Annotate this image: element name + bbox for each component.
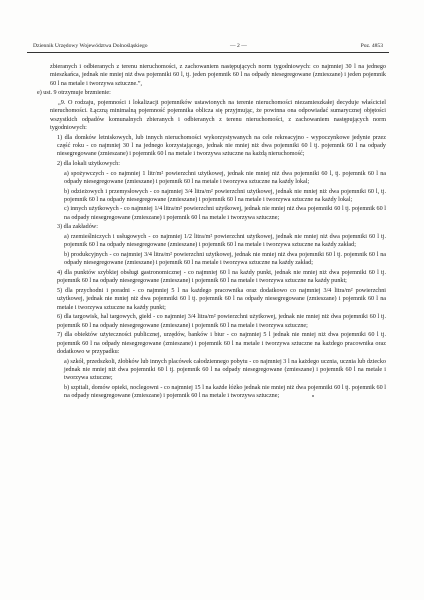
- list-item-7b: b) szpitali, domów opieki, noclegowni - co najmniej 15 l na każde łóżko jednak nie mniej niż dwa pojemniki 60 l tj. pojemnik 60 l na odpady niesegregowane (zmieszane) i pojemnik 60 l na metale i tworzywa sztuczne;: [64, 384, 386, 400]
- paragraph-amendment-e: e) ust. 9 otrzymuje brzmienie:: [37, 90, 111, 97]
- list-item-2b: b) odzieżowych i przemysłowych - co najmniej 3/4 litra/m² powierzchni użytkowej, jednak nie mniej niż dwa pojemniki 60 l, tj. pojemnik 60 l na odpady niesegregowane (zmieszane) i pojemnik 60 l na metale i tworzywa sztuczne na każdy lokal;: [64, 188, 386, 203]
- list-item-2: 2) dla lokali użytkowych:: [57, 160, 120, 167]
- paragraph-section-9: „9. O rodzaju, pojemności i lokalizacji pojemników ustawionych na terenie nieruchomości niezamieszkałej decyduje właściciel nieruchomości. Łączną minimalną pojemność pojemnika oblicza się przyjmując, że powinna ona odpowiadać sumarycznej objętości wszystkich odpadów komunalnych zbieranych i odbieranych z terenu nieruchomości, z zachowaniem następujących norm tygodniowych:: [50, 99, 386, 131]
- scan-speck: [312, 395, 314, 397]
- list-item-4: 4) dla punktów szybkiej obsługi gastronomicznej - co najmniej 60 l na każdy punkt, jednak nie mniej niż dwa pojemniki 60 l tj. pojemnik 60 l na odpady niesegregowane (zmieszane) i pojemnik 60 l na metale i tworzywa sztuczne na każdy punkt;: [57, 270, 386, 285]
- page-number: — 2 —: [230, 43, 247, 49]
- position-number: Poz. 4853: [360, 43, 383, 49]
- list-item-7: 7) dla obiektów użyteczności publicznej, urzędów, banków i biur - co najmniej 5 l jednak nie mniej niż dwa pojemniki 60 l tj. pojemnik 60 l na odpady niesegregowane (zmieszane) i pojemnik 60 l na metale i tworzywa sztuczne na każdego pracownika oraz dodatkowo w przypadku:: [57, 332, 386, 355]
- paragraph-continuation: zbieranych i odbieranych z terenu nieruchomości, z zachowaniem następujących norm tygodniowych: co najmniej 30 l na jednego mieszkańca, jednak nie mniej niż dwa pojemniki 60 l, tj. jeden pojemnik 60 l na odpady niesegregowane (zmieszane) i jeden pojemnik 60 l na metale i tworzywa sztuczne.”,: [50, 64, 386, 87]
- document-body: [28, 63, 386, 401]
- journal-title: Dziennik Urzędowy Województwa Dolnośląskiego: [33, 43, 148, 49]
- list-item-2c: c) innych użytkowych - co najmniej 1/4 litra/m² powierzchni użytkowej, jednak nie mniej niż dwa pojemniki 60 l tj. pojemnik 60 l na odpady niesegregowane (zmieszane) i pojemnik 60 l na metale i tworzywa sztuczne;: [64, 206, 386, 221]
- list-item-1: 1) dla domków letniskowych, lub innych nieruchomości wykorzystywanych na cele rekreacyjno - wypoczynkowe jedynie przez część roku - co najmniej 30 l na jednego korzystającego, jednak nie mniej niż dwa pojemniki 60 l tj. pojemnik 60 l na odpady niesegregowane (zmieszane) i pojemnik 60 l na metale i tworzywa sztuczne na każdą nieruchomość;: [57, 134, 386, 158]
- page-header: [27, 42, 389, 53]
- list-item-7a: a) szkół, przedszkoli, żłobków lub innych placówek całodziennego pobytu - co najmniej 3 l na każdego ucznia, ucznia lub dziecko jednak nie mniej niż dwa pojemniki 60 l tj. pojemnik 60 l na odpady niesegregowane (zmieszane) i pojemnik 60 l na metale i tworzywa sztuczne;: [64, 358, 386, 382]
- list-item-6: 6) dla targowisk, hal targowych, giełd - co najmniej 3/4 litra/m² powierzchni użytkowej, jednak nie mniej niż dwa pojemniki 60 l tj. pojemnik 60 l na odpady niesegregowane (zmieszane) i pojemnik 60 l na metale i tworzywa sztuczne;: [57, 314, 386, 329]
- list-item-3a: a) rzemieślniczych i usługowych - co najmniej 1/2 litra/m² powierzchni użytkowej, jednak nie mniej niż dwa pojemniki 60 l tj. pojemnik 60 l na odpady niesegregowane (zmieszane) i pojemnik 60 l na metale i tworzywa sztuczne na każdy zakład;: [64, 234, 386, 249]
- list-item-5: 5) dla przychodni i poradni - co najmniej 5 l na każdego pracownika oraz dodatkowo co najmniej 3/4 litra/m² powierzchni użytkowej, jednak nie mniej niż dwa pojemniki 60 l tj. pojemnik 60 l na odpady niesegregowane (zmieszane) i pojemnik 60 l na metale i tworzywa sztuczne na każdy punkt;: [57, 288, 386, 311]
- list-item-3b: b) produkcyjnych - co najmniej 3/4 litra/m² powierzchni użytkowej, jednak nie mniej niż dwa pojemniki 60 l tj. pojemnik 60 l na odpady niesegregowane (zmieszane) i pojemnik 60 l na metale i tworzywa sztuczne na każdy zakład;: [64, 252, 386, 267]
- list-item-2a: a) spożywczych - co najmniej 1 litr/m² powierzchni użytkowej, jednak nie mniej niż dwa pojemniki 60 l, tj. pojemnik 60 l na odpady niesegregowane (zmieszane) i pojemnik 60 l na metale i tworzywa sztuczne na każdy lokal;: [64, 170, 386, 185]
- list-item-3: 3) dla zakładów:: [57, 224, 98, 231]
